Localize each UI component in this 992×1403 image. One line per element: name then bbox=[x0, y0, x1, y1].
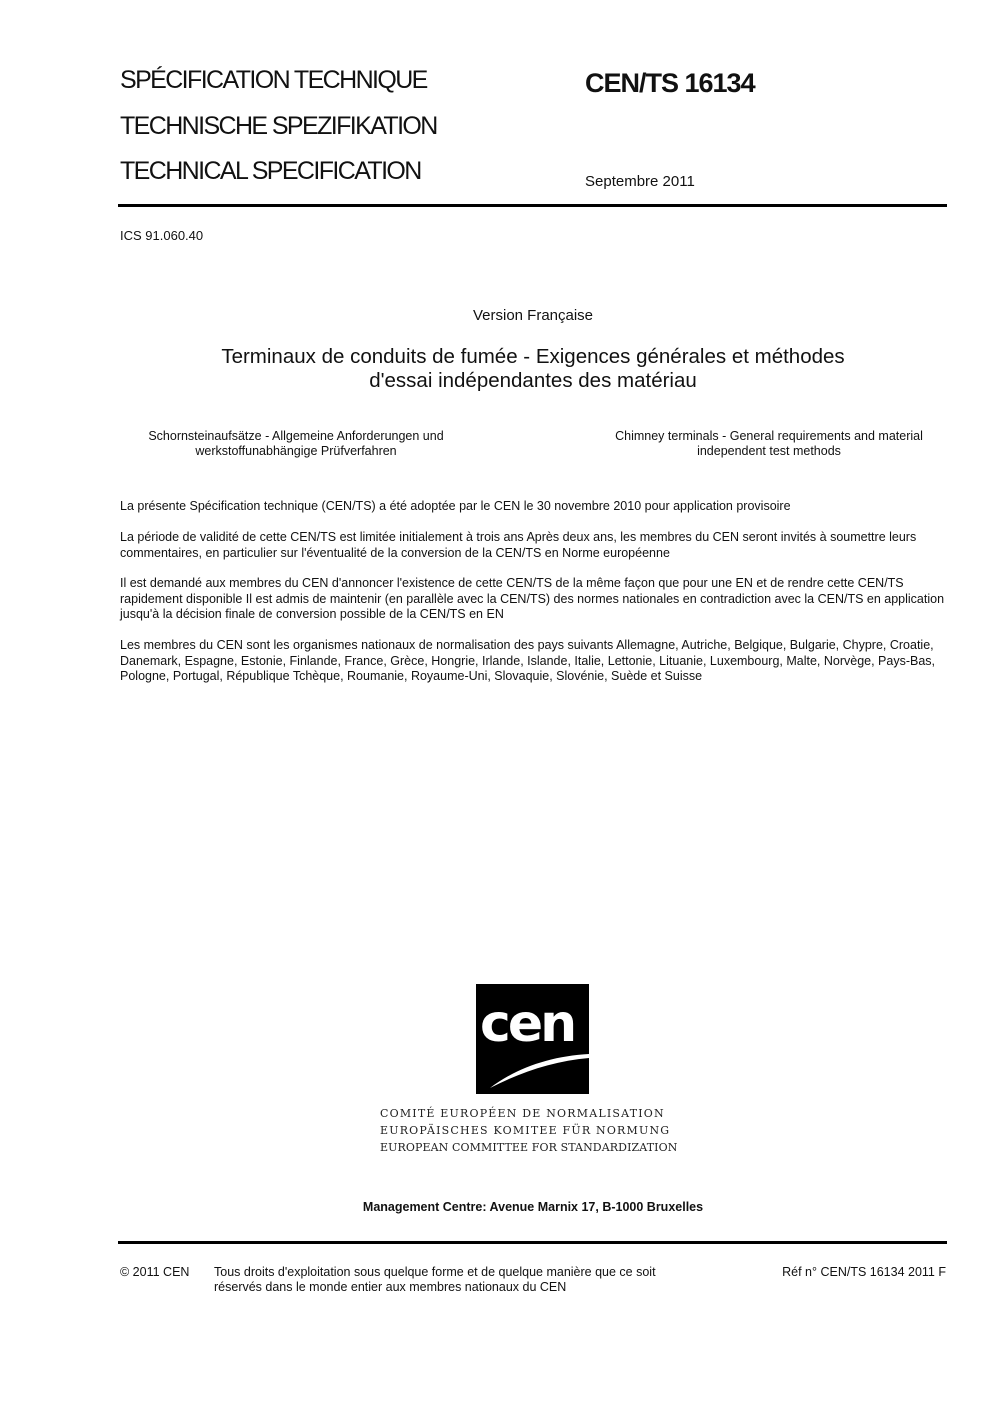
header-divider bbox=[118, 204, 947, 207]
paragraph-members: Les membres du CEN sont les organismes nationaux de normalisation des pays suivants Allemagne, Autriche, Belgique, Bulgarie, Chypre, Croatie, Danemark, Espagne, Estonie, Finlande, France, Grèce, Hongrie, Irlande, Islande, Italie, Lettonie, Lituanie, Luxembourg, Malte, Norvège, Pays-Bas, Pologne, Portugal, République Tchèque, Roumanie, Royaume-Uni, Slovaquie, Slovénie, Suède et Suisse bbox=[120, 638, 936, 683]
ics-code: ICS 91.060.40 bbox=[120, 228, 204, 243]
copyright-notice: © 2011 CEN bbox=[120, 1265, 190, 1279]
paragraph-announcement: Il est demandé aux membres du CEN d'annoncer l'existence de cette CEN/TS de la même façon que pour une EN et de rendre cette CEN/TS rapidement disponible Il est admis de maintenir (en parallèle avec la CEN/TS) des normes nationales en contradiction avec la CEN/TS en application jusqu'à la décision finale de conversion possible de la CEN/TS en EN bbox=[120, 576, 945, 621]
paragraph-validity: La période de validité de cette CEN/TS est limitée initialement à trois ans Après deux ans, les membres du CEN seront invités à soumettre leurs commentaires, en particulier sur l'éventualité de la conversion de la CEN/TS en Norme européenne bbox=[120, 530, 917, 560]
cen-logo bbox=[476, 984, 589, 1094]
publication-date: Septembre 2011 bbox=[585, 173, 695, 190]
committee-name-en: EUROPEAN COMMITTEE FOR STANDARDIZATION bbox=[380, 1141, 678, 1154]
management-centre: Management Centre: Avenue Marnix 17, B-1000 Bruxelles bbox=[362, 1200, 704, 1214]
cen-logo-text: cen bbox=[480, 994, 575, 1054]
spec-title-de: TECHNISCHE SPEZIFIKATION bbox=[120, 112, 437, 140]
reference-number: Réf n° CEN/TS 16134 2011 F bbox=[782, 1265, 946, 1279]
footer-divider bbox=[118, 1241, 947, 1244]
paragraph-adoption: La présente Spécification technique (CEN/TS) a été adoptée par le CEN le 30 novembre 2010 pour application provisoire bbox=[120, 499, 791, 513]
committee-name-de: EUROPÄISCHES KOMITEE FÜR NORMUNG bbox=[380, 1124, 671, 1137]
standard-number: CEN/TS 16134 bbox=[585, 68, 755, 98]
document-title: Terminaux de conduits de fumée - Exigences générales et méthodes d'essai indépendantes des matériau bbox=[221, 345, 845, 392]
rights-statement: Tous droits d'exploitation sous quelque forme et de quelque manière que ce soit réservés dans le monde entier aux membres nationaux du CEN bbox=[214, 1265, 656, 1294]
committee-name-fr: COMITÉ EUROPÉEN DE NORMALISATION bbox=[380, 1107, 665, 1120]
title-german: Schornsteinaufsätze - Allgemeine Anforderungen und werkstoffunabhängige Prüfverfahren bbox=[148, 429, 444, 458]
title-english: Chimney terminals - General requirements and material independent test methods bbox=[615, 429, 923, 458]
spec-title-en: TECHNICAL SPECIFICATION bbox=[120, 157, 421, 185]
version-label: Version Française bbox=[472, 307, 594, 324]
spec-title-fr: SPÉCIFICATION TECHNIQUE bbox=[120, 66, 427, 94]
